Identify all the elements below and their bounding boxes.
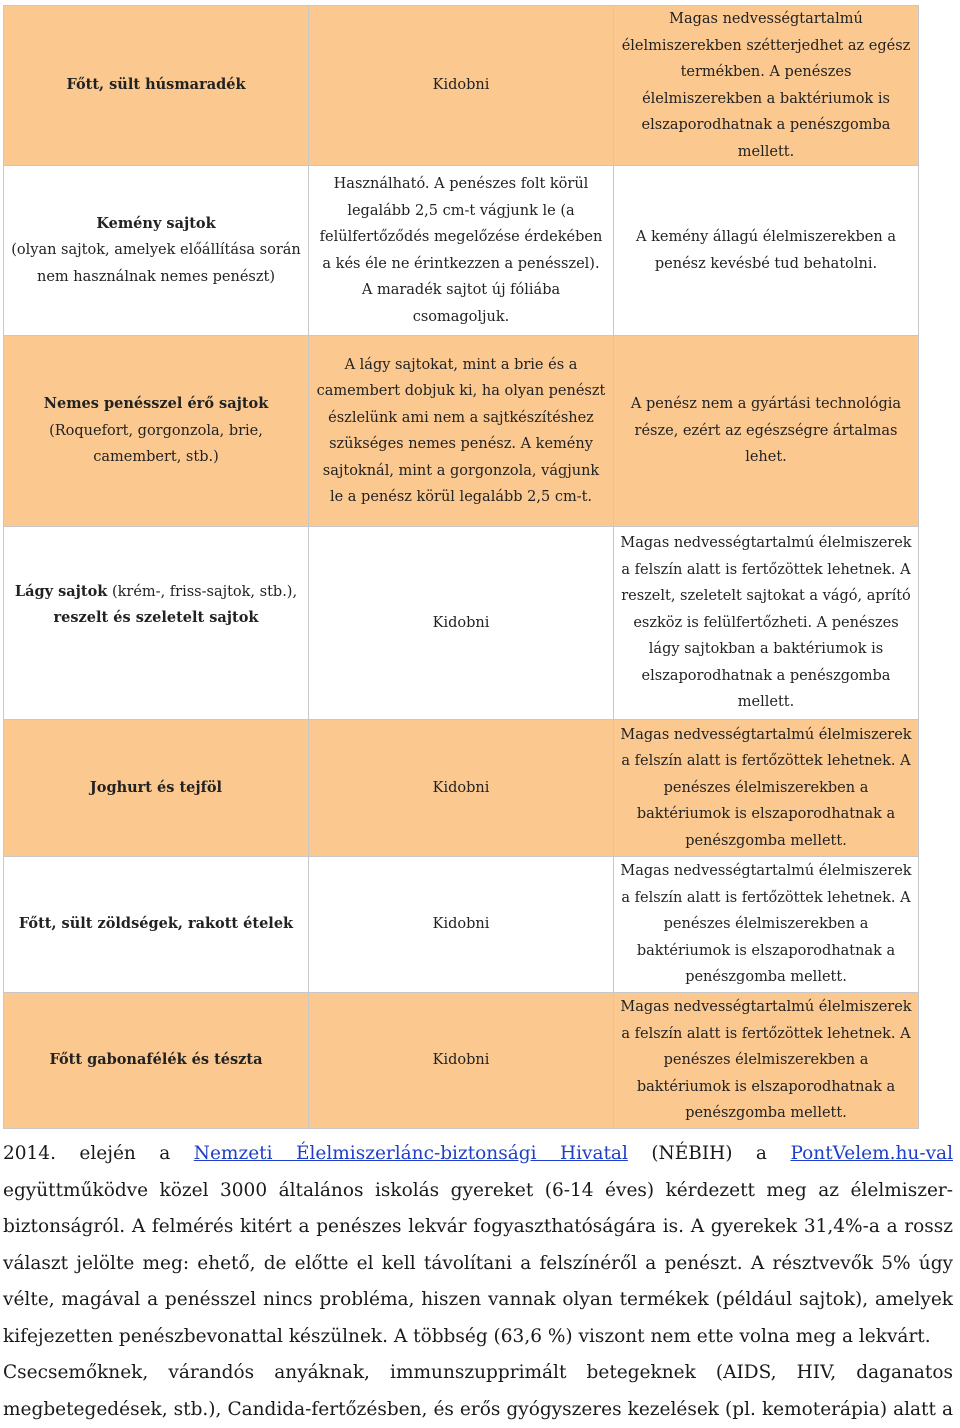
food-name: Kemény sajtok <box>96 215 215 232</box>
food-cell <box>4 720 309 857</box>
table-row <box>4 166 919 336</box>
food-detail: (Roquefort, gorgonzola, brie, camembert, stb.) <box>49 423 263 466</box>
table-row <box>4 527 919 720</box>
food-detail: (krém-, friss-sajtok, stb.), <box>107 584 297 600</box>
paragraph-line: kifejezetten penészbevonattal készülnek. A többség (63,6 %) viszont nem ette volna meg a lekvárt. <box>3 1319 953 1356</box>
paragraph-line: megbetegedések, stb.), Candida-fertőzésben, és erős gyógyszeres kezelések (pl. kemoterápia) alatt a <box>3 1392 953 1428</box>
food-cell <box>4 166 309 336</box>
mold-food-table <box>3 5 919 1129</box>
nebih-link[interactable]: Nemzeti Élelmiszerlánc-biztonsági Hivatal <box>194 1143 628 1164</box>
reason-cell: Magas nedvességtartalmú élelmiszerek a felszín alatt is fertőzöttek lehetnek. A reszelt, szeletelt sajtokat a vágó, aprító eszköz is felülfertőzheti. A penészes lágy sajtokban a baktériumok is elszaporodhatnak a penészgomba mellett. <box>614 527 919 720</box>
reason-cell: Magas nedvességtartalmú élelmiszerek a felszín alatt is fertőzöttek lehetnek. A penészes élelmiszerekben a baktériumok is elszaporodhatnak a penészgomba mellett. <box>614 857 919 993</box>
food-cell <box>4 993 309 1129</box>
food-name: Lágy sajtok <box>15 583 107 600</box>
food-name: Joghurt és tejföl <box>90 779 222 796</box>
action-cell: Használható. A penészes folt körül legalább 2,5 cm-t vágjunk le (a felülfertőződés megelőzése érdekében a kés éle ne érintkezzen a penésszel). A maradék sajtot új fóliába csomagoljuk. <box>309 166 614 336</box>
food-name-secondary: reszelt és szeletelt sajtok <box>54 609 259 626</box>
food-name: Főtt gabonafélék és tészta <box>49 1051 262 1068</box>
paragraph-line: biztonságról. A felmérés kitért a penészes lekvár fogyaszthatóságára is. A gyerekek 31,4%-a a rossz <box>3 1209 953 1246</box>
food-cell <box>4 527 309 720</box>
reason-cell: Magas nedvességtartalmú élelmiszerekben szétterjedhet az egész termékben. A penészes élelmiszerekben a baktériumok is elszaporodhatnak a penészgomba mellett. <box>614 6 919 166</box>
food-name: Főtt, sült húsmaradék <box>66 76 245 93</box>
paragraph-text: 2014. elején a <box>3 1143 194 1164</box>
paragraph-line: vélte, magával a penésszel nincs probléma, hiszen vannak olyan termékek (például sajtok), amelyek <box>3 1282 953 1319</box>
paragraph-line <box>3 1136 953 1173</box>
table-row <box>4 993 919 1129</box>
food-name: Nemes penésszel érő sajtok <box>44 395 269 412</box>
action-cell: Kidobni <box>309 857 614 993</box>
food-cell <box>4 857 309 993</box>
table-row <box>4 857 919 993</box>
food-cell <box>4 6 309 166</box>
food-name: Főtt, sült zöldségek, rakott ételek <box>19 915 293 932</box>
table-row <box>4 6 919 166</box>
paragraph-line: együttműködve közel 3000 általános iskolás gyereket (6-14 éves) kérdezett meg az élelmiszer- <box>3 1173 953 1210</box>
reason-cell: Magas nedvességtartalmú élelmiszerek a felszín alatt is fertőzöttek lehetnek. A penészes élelmiszerekben a baktériumok is elszaporodhatnak a penészgomba mellett. <box>614 993 919 1129</box>
reason-cell: A penész nem a gyártási technológia része, ezért az egészségre ártalmas lehet. <box>614 336 919 527</box>
paragraph-line: Csecsemőknek, várandós anyáknak, immunszupprimált betegeknek (AIDS, HIV, daganatos <box>3 1355 953 1392</box>
reason-cell: Magas nedvességtartalmú élelmiszerek a felszín alatt is fertőzöttek lehetnek. A penészes élelmiszerekben a baktériumok is elszaporodhatnak a penészgomba mellett. <box>614 720 919 857</box>
action-cell: A lágy sajtokat, mint a brie és a camembert dobjuk ki, ha olyan penészt észlelünk ami nem a sajtkészítéshez szükséges nemes penész. A kemény sajtoknál, mint a gorgonzola, vágjunk le a penész körül legalább 2,5 cm-t. <box>309 336 614 527</box>
table-row <box>4 720 919 857</box>
action-cell: Kidobni <box>309 993 614 1129</box>
action-cell: Kidobni <box>309 720 614 857</box>
food-cell <box>4 336 309 527</box>
reason-cell: A kemény állagú élelmiszerekben a penész kevésbé tud behatolni. <box>614 166 919 336</box>
pontvelem-link[interactable]: PontVelem.hu-val <box>790 1143 953 1164</box>
paragraph-text: (NÉBIH) a <box>628 1143 791 1164</box>
action-cell: Kidobni <box>309 527 614 720</box>
survey-paragraph <box>3 1136 953 1428</box>
food-detail: (olyan sajtok, amelyek előállítása során nem használnak nemes penészt) <box>11 242 301 285</box>
table-row <box>4 336 919 527</box>
action-cell: Kidobni <box>309 6 614 166</box>
paragraph-line: választ jelölte meg: ehető, de előtte el kell távolítani a felszínéről a penészt. A résztvevők 5% úgy <box>3 1246 953 1283</box>
